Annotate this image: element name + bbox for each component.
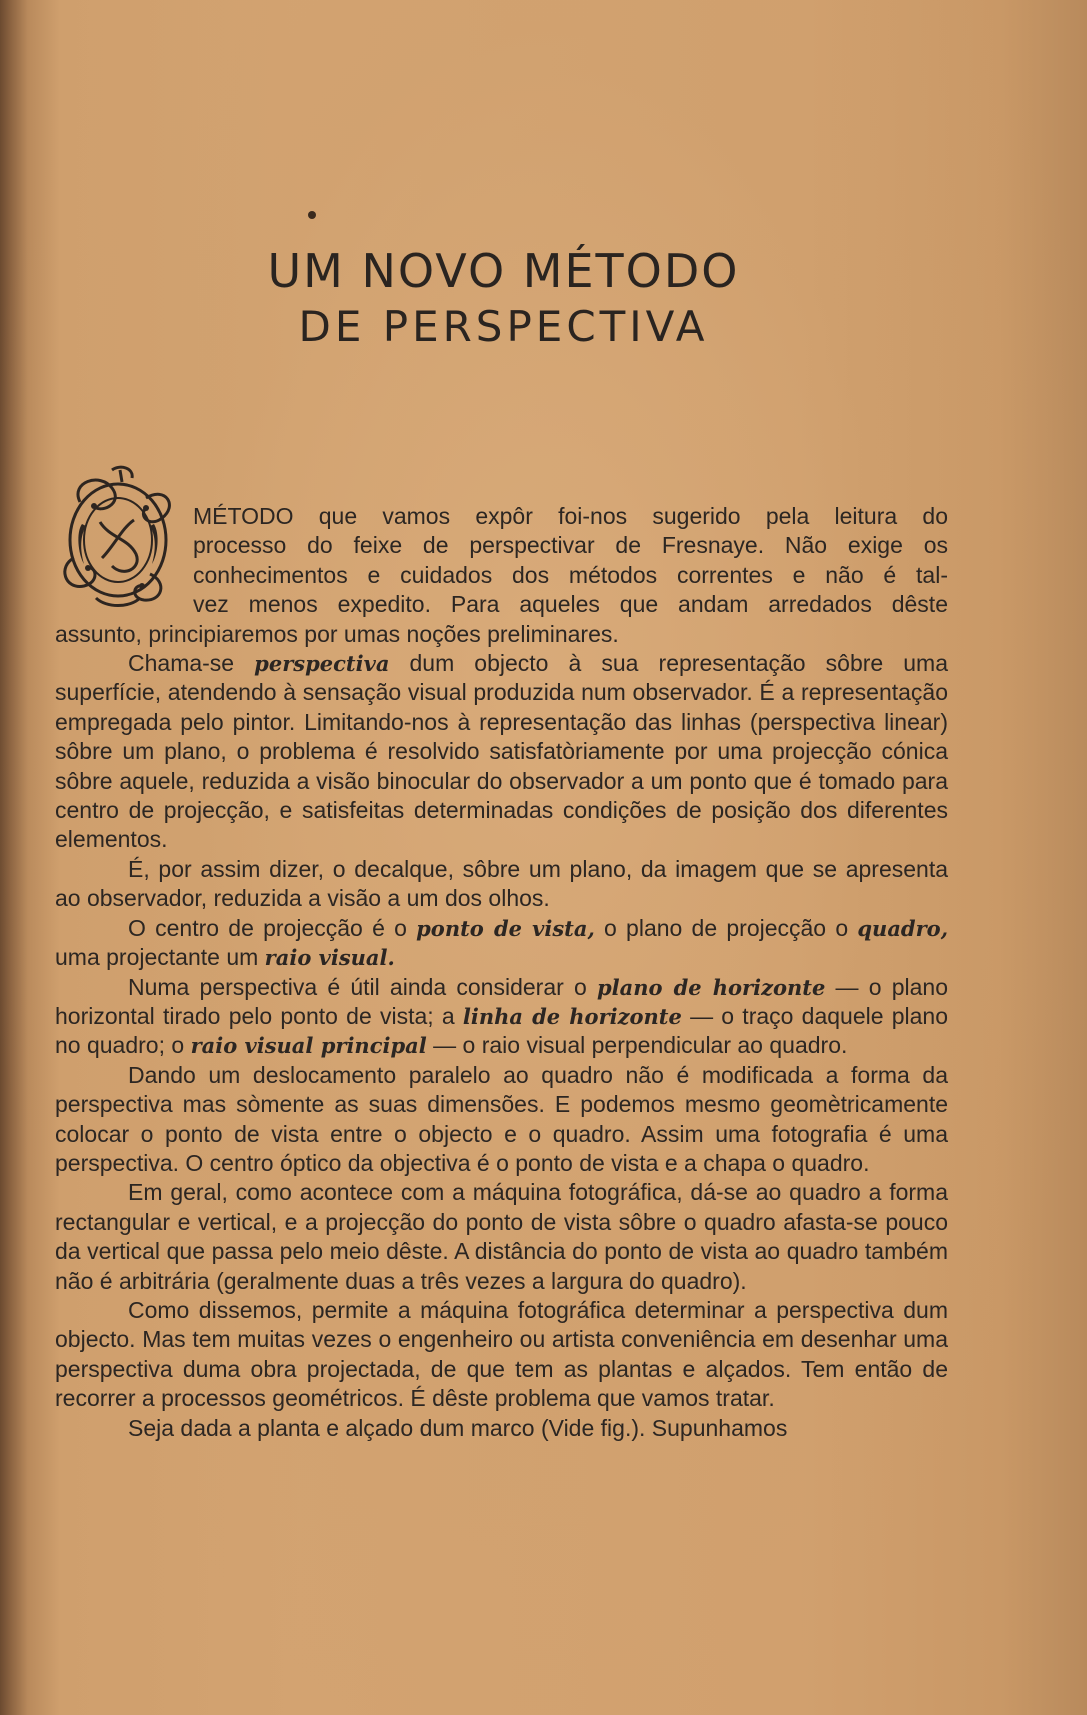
italic-term: ponto de vista,: [416, 915, 595, 941]
text-run: o plano de projecção o: [594, 914, 858, 941]
text-run: O centro de projecção é o: [128, 914, 417, 941]
italic-term: quadro,: [857, 915, 948, 941]
italic-term: raio visual principal: [190, 1033, 427, 1059]
page-title-line-1: UM NOVO MÉTODO: [267, 244, 740, 298]
text-line: vez menos expedito. Para aqueles que andam arredados dêste: [193, 591, 948, 618]
text-run: uma projectante um: [55, 944, 265, 971]
paragraph-1: [55, 502, 948, 649]
italic-term: perspectiva: [254, 651, 390, 677]
text-run: dum objecto à sua representação sôbre uma superfície, atendendo à sensação visual produzida num observador. É a representação empregada pelo pintor. Limitando-nos à representação das linhas (perspectiva linear) sôbre um plano, o problema é resolvido satisfatòriamente por uma projecção cónica sôbre aquele, reduzida a visão binocular do observador a um ponto que é tomado para centro de projecção, e satisfeitas determinadas condições de posição dos diferentes elementos.: [55, 650, 948, 853]
paragraph-7: Em geral, como acontece com a máquina fotográfica, dá-se ao quadro a forma rectangular e vertical, e a projecção do ponto de vista sôbre o quadro afasta-se pouco da vertical que passa pelo meio dêste. A distância do ponto de vista ao quadro também não é arbitrária (geralmente duas a três vezes a largura do quadro).: [55, 1179, 948, 1294]
paragraph-5: [55, 973, 948, 1061]
text-run: — o traço daquele plano no quadro; o: [55, 1002, 949, 1059]
italic-term: linha de horizonte: [462, 1003, 682, 1029]
paragraph-9: Seja dada a planta e alçado dum marco (Vide fig.). Supunhamos: [128, 1414, 788, 1441]
paragraph-2: [55, 649, 948, 855]
text-run: — o raio visual perpendicular ao quadro.: [426, 1032, 848, 1059]
text-line: processo do feixe de perspectivar de Fresnaye. Não exige os: [193, 532, 948, 559]
italic-term: raio visual.: [264, 945, 395, 971]
text-line: conhecimentos e cuidados dos métodos correntes e não é tal-: [193, 561, 948, 588]
text-run: — o plano horizontal tirado pelo ponto de vista; a: [55, 973, 948, 1029]
text-line: MÉTODO que vamos expôr foi-nos sugerido pela leitura do: [193, 503, 948, 529]
paragraph-6: Dando um deslocamento paralelo ao quadro não é modificada a forma da perspectiva mas sòmente as suas dimensões. E podemos mesmo geomètricamente colocar o ponto de vista entre o objecto e o quadro. Assim uma fotografia é uma perspectiva. O centro óptico da objectiva é o ponto de vista e a chapa o quadro.: [55, 1061, 948, 1176]
text-run: Numa perspectiva é útil ainda considerar o: [128, 973, 597, 1000]
article-body: [55, 502, 948, 1443]
text-line: assunto, principiaremos por umas noções preliminares.: [55, 620, 619, 647]
ink-dot: [308, 211, 316, 219]
page-title-line-2: DE PERSPECTIVA: [298, 302, 709, 351]
text-run: Chama-se: [128, 650, 255, 677]
paragraph-8: Como dissemos, permite a máquina fotográfica determinar a perspectiva dum objecto. Mas tem muitas vezes o engenheiro ou artista conveniência em desenhar uma perspectiva duma obra projectada, de que tem as plantas e alçados. Tem então de recorrer a processos geométricos. É dêste problema que vamos tratar.: [55, 1296, 948, 1412]
paragraph-4: [55, 914, 948, 973]
paragraph-3: É, por assim dizer, o decalque, sôbre um plano, da imagem que se apresenta ao observador, reduzida a visão a um dos olhos.: [55, 855, 948, 912]
italic-term: plano de horizonte: [596, 974, 826, 1000]
